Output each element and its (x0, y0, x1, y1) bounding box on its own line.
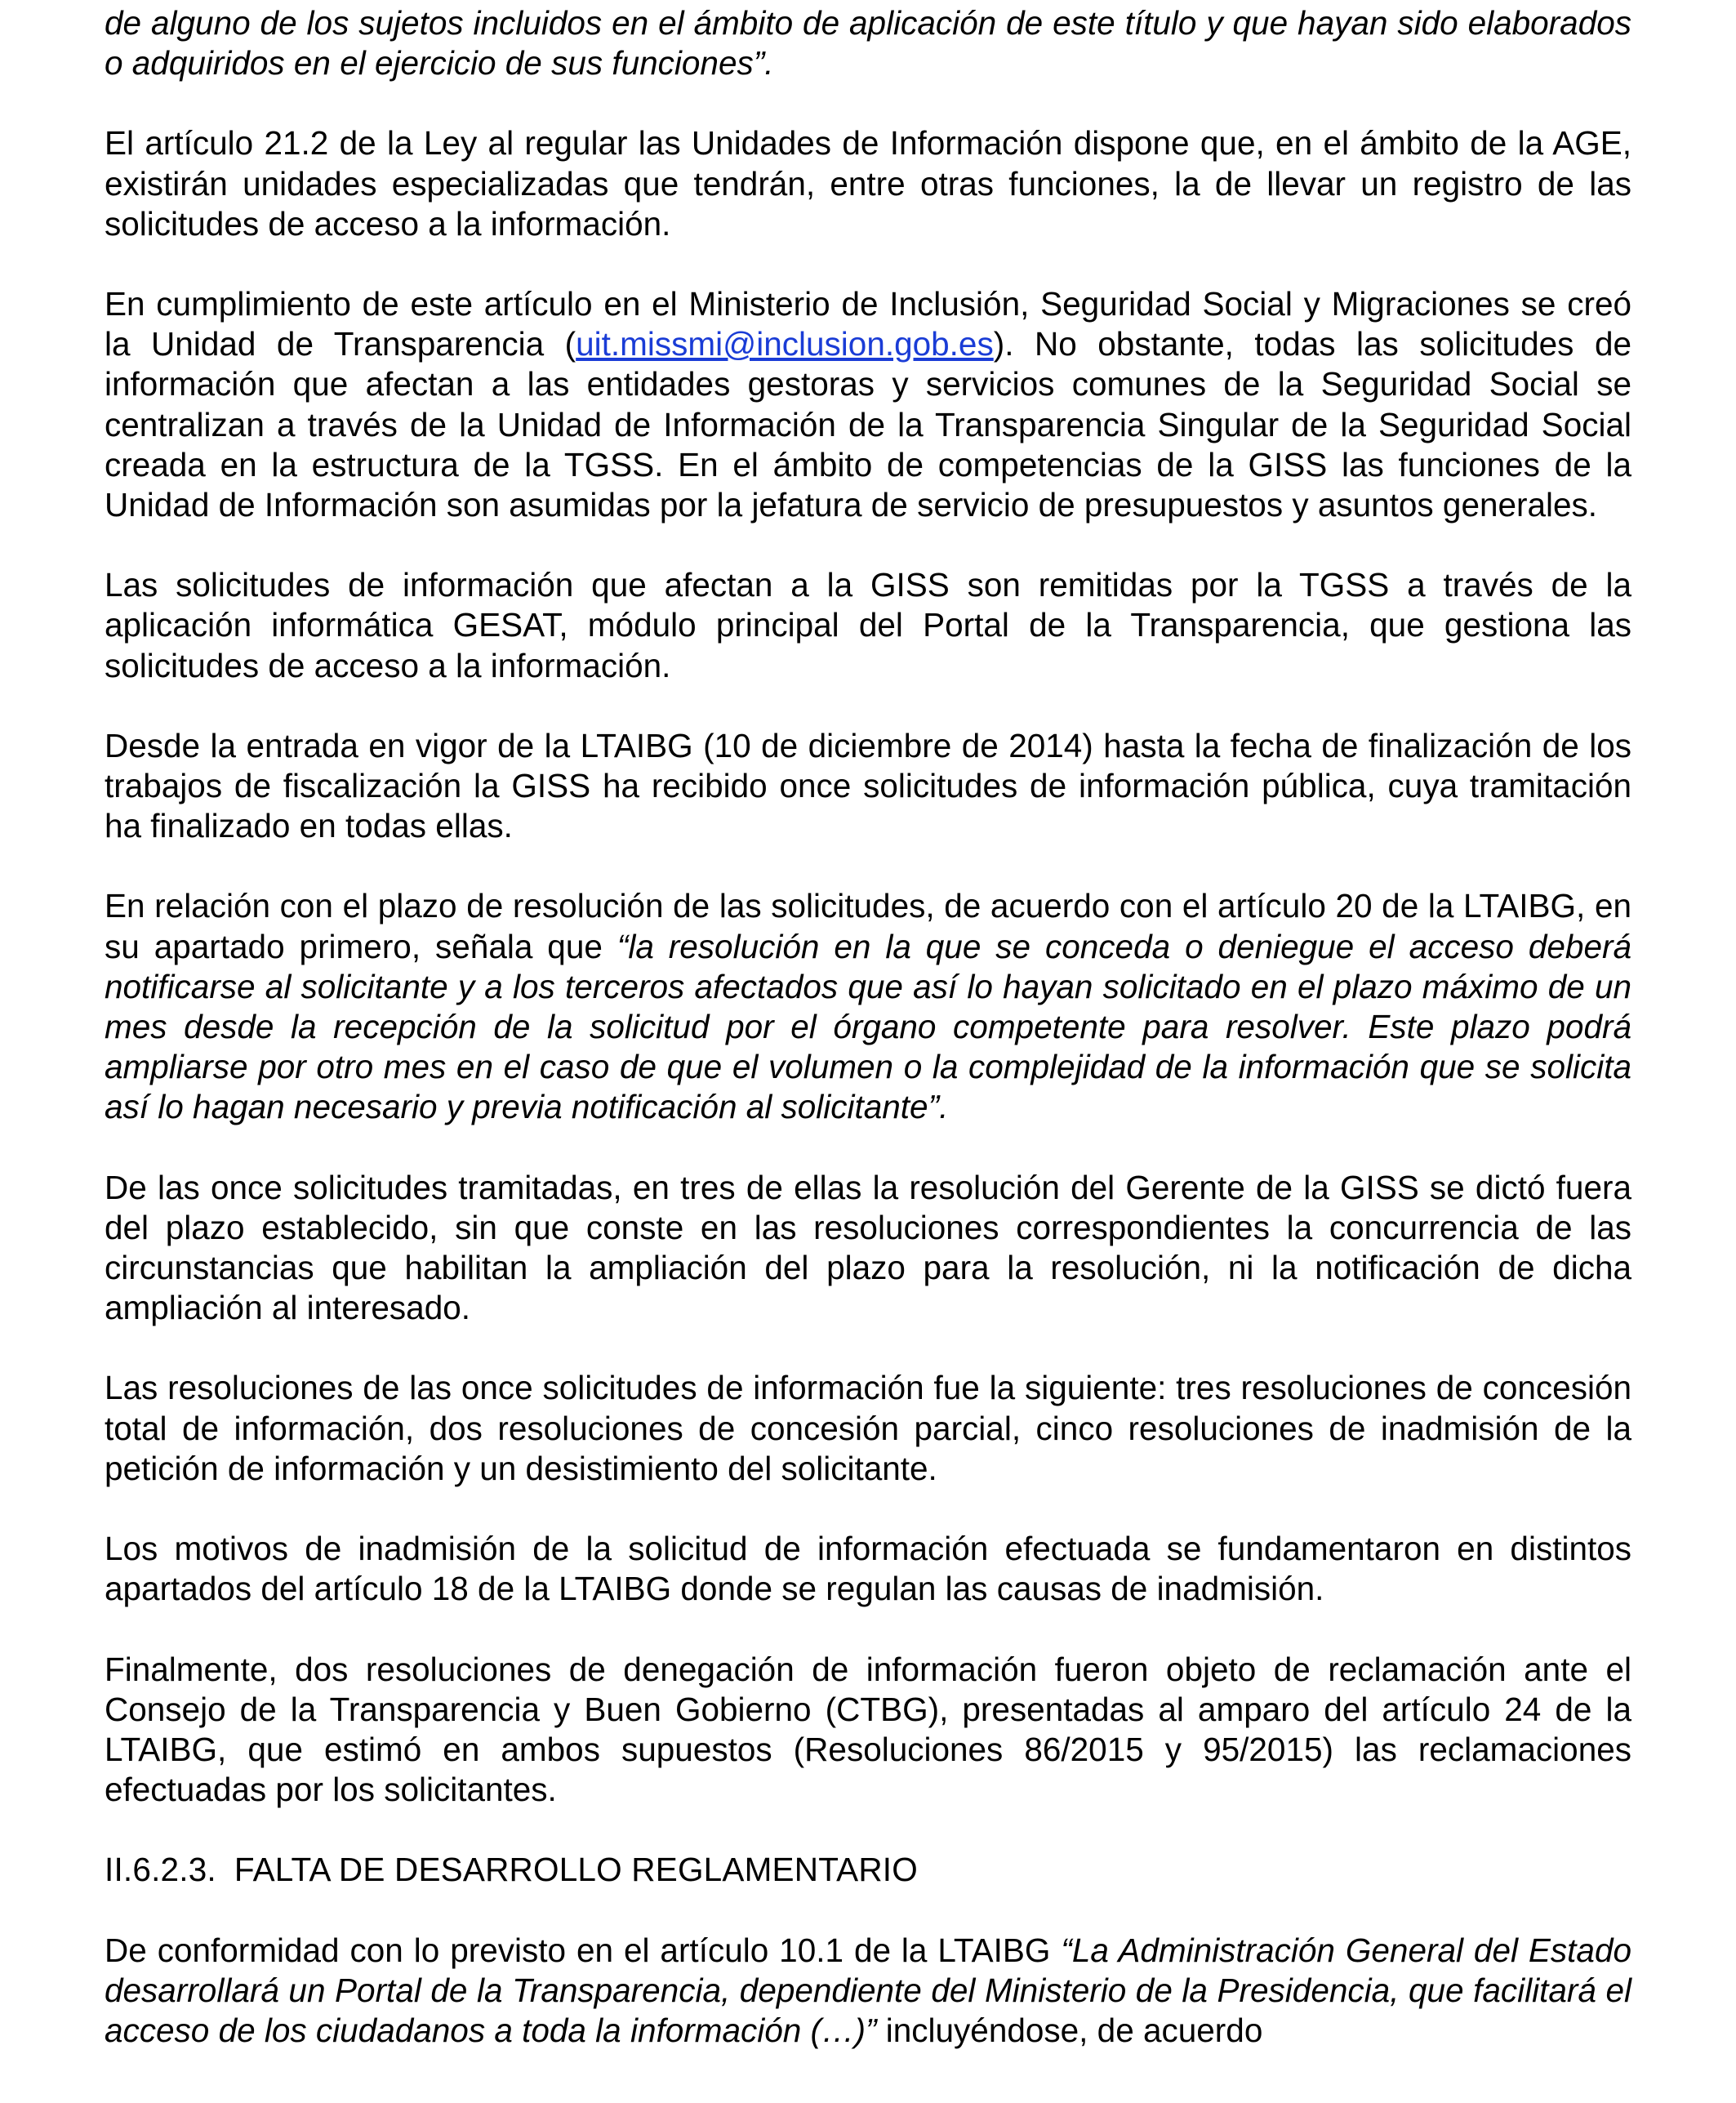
legal-quote: “la resolución en la que se conceda o deniegue el acceso deberá notificarse al solicitante y a los terceros afectados que así lo hayan solicitado en el plazo máximo de un mes desde la recepción de la solicitud por el órgano competente para resolver. Este plazo podrá ampliarse por otro mes en el caso de que el volumen o la complejidad de la información que se solicita así lo hagan necesario y previa notificación al solicitante”. (105, 927, 1631, 1126)
paragraph-text: De conformidad con lo previsto en el artículo 10.1 de la LTAIBG (105, 1931, 1062, 1969)
paragraph-text: Finalmente, dos resoluciones de denegación de información fueron objeto de reclamación ante el Consejo de la Transparencia y Buen Gobierno (CTBG), presentadas al amparo del artículo 24 de la LTAIBG, que estimó en ambos supuestos (Resoluciones 86/2015 y 95/2015) las reclamaciones efectuadas por los solicitantes. (105, 1650, 1631, 1809)
section-title: FALTA DE DESARROLLO REGLAMENTARIO (234, 1851, 918, 1889)
paragraph-ctbg-claims (105, 1650, 1631, 1811)
paragraph-gesat (105, 565, 1631, 686)
paragraph-text: Desde la entrada en vigor de la LTAIBG (10 de diciembre de 2014) hasta la fecha de finalización de los trabajos de fiscalización la GISS ha recibido once solicitudes de información pública, cuya tramitación ha finalizado en todas ellas. (105, 726, 1631, 845)
paragraph-text: En cumplimiento de este artículo en el Ministerio de Inclusión, Seguridad Social y Migraciones se creó la Unidad de Transparencia ( (105, 285, 1631, 363)
paragraph-article-21-2 (105, 123, 1631, 244)
paragraph-inadmission-reasons (105, 1529, 1631, 1609)
paragraph-text: En relación con el plazo de resolución de las solicitudes, de acuerdo con el artículo 20 de la LTAIBG, en su apartado primero, señala que (105, 887, 1631, 965)
paragraph-article-10-1 (105, 1931, 1631, 2052)
email-link[interactable]: uit.missmi@inclusion.gob.es (576, 325, 994, 363)
section-number: II.6.2.3. (105, 1851, 216, 1889)
paragraph-transparency-unit (105, 284, 1631, 525)
document-page (105, 3, 1631, 2091)
paragraph-text: Las resoluciones de las once solicitudes de información fue la siguiente: tres resoluciones de concesión total de información, dos resoluciones de concesión parcial, cinco resoluciones de inadmisión de la petición de información y un desistimiento del solicitante. (105, 1369, 1631, 1487)
paragraph-text: Los motivos de inadmisión de la solicitud de información efectuada se fundamentaron en distintos apartados del artículo 18 de la LTAIBG donde se regulan las causas de inadmisión. (105, 1530, 1631, 1608)
legal-quote: “La Administración General del Estado desarrollará un Portal de la Transparencia, dependiente del Ministerio de la Presidencia, que facilitará el acceso de los ciudadanos a toda la información (…)” (105, 1931, 1631, 2049)
paragraph-text: Las solicitudes de información que afectan a la GISS son remitidas por la TGSS a través de la aplicación informática GESAT, módulo principal del Portal de la Transparencia, que gestiona las solicitudes de acceso a la información. (105, 566, 1631, 684)
section-heading (105, 1850, 1631, 1890)
paragraph-text: ). No obstante, todas las solicitudes de información que afectan a las entidades gestoras y servicios comunes de la Seguridad Social se centralizan a través de la Unidad de Información de la Transparencia Singular de la Seguridad Social creada en la estructura de la TGSS. En el ámbito de competencias de la GISS las funciones de la Unidad de Información son asumidas por la jefatura de servicio de presupuestos y asuntos generales. (105, 325, 1631, 524)
paragraph-resolution-breakdown (105, 1368, 1631, 1489)
paragraph-resolution-deadline (105, 886, 1631, 1127)
paragraph-text: incluyéndose, de acuerdo (876, 2011, 1263, 2049)
paragraph-requests-received (105, 726, 1631, 847)
paragraph-text: De las once solicitudes tramitadas, en tres de ellas la resolución del Gerente de la GISS se dictó fuera del plazo establecido, sin que conste en las resoluciones correspondientes la concurrencia de las circunstancias que habilitan la ampliación del plazo para la resolución, ni la notificación de dicha ampliación al interesado. (105, 1168, 1631, 1327)
paragraph-late-resolutions (105, 1168, 1631, 1329)
paragraph-continuation (105, 3, 1631, 83)
paragraph-text: de alguno de los sujetos incluidos en el ámbito de aplicación de este título y que hayan sido elaborados o adquiridos en el ejercicio de sus funciones”. (105, 4, 1631, 82)
paragraph-text: El artículo 21.2 de la Ley al regular las Unidades de Información dispone que, en el ámbito de la AGE, existirán unidades especializadas que tendrán, entre otras funciones, la de llevar un registro de las solicitudes de acceso a la información. (105, 124, 1631, 243)
